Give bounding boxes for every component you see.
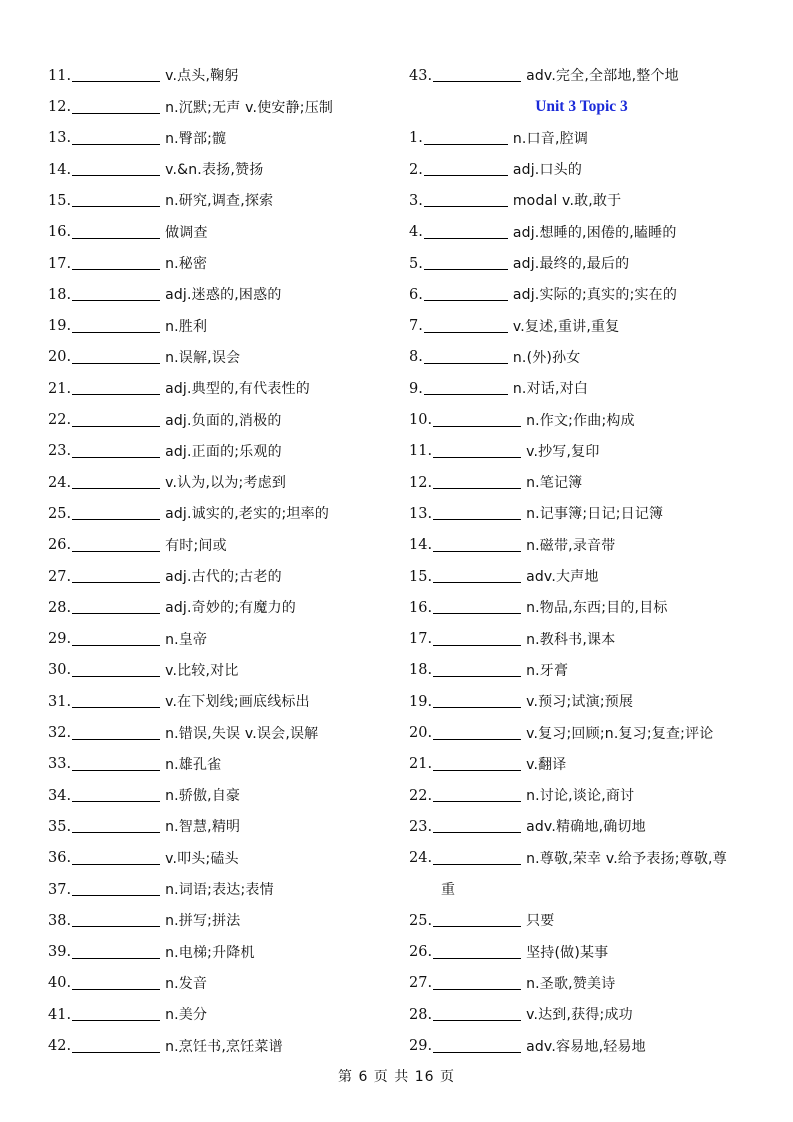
vocab-item [48, 899, 393, 930]
vocab-item [48, 962, 393, 993]
item-number: 23. [48, 443, 72, 460]
answer-blank[interactable] [72, 268, 160, 270]
item-number: 27. [409, 975, 433, 992]
answer-blank[interactable] [72, 1019, 160, 1021]
item-definition: v.叩头;磕头 [165, 850, 239, 867]
item-number: 24. [48, 474, 72, 491]
vocab-item [48, 930, 393, 961]
item-number: 14. [409, 537, 433, 554]
vocab-item [409, 523, 754, 554]
answer-blank[interactable] [433, 1051, 521, 1053]
item-number: 4. [409, 224, 423, 241]
item-definition: v.在下划线;画底线标出 [165, 694, 310, 711]
item-number: 25. [409, 912, 433, 929]
item-definition: adj.想睡的,困倦的,瞌睡的 [512, 224, 677, 241]
answer-blank[interactable] [72, 299, 160, 301]
item-number: 41. [48, 1006, 72, 1023]
item-definition: n.拼写;拼法 [165, 913, 241, 930]
item-definition: v.复习;回顾;n.复习;复查;评论 [526, 725, 714, 742]
answer-blank[interactable] [433, 831, 521, 833]
item-definition: v.比较,对比 [165, 662, 239, 679]
item-number: 2. [409, 161, 423, 178]
answer-blank[interactable] [433, 550, 521, 552]
answer-blank[interactable] [72, 581, 160, 583]
vocab-item [409, 54, 754, 85]
answer-blank[interactable] [433, 988, 521, 990]
answer-blank[interactable] [72, 80, 160, 82]
item-number: 14. [48, 161, 72, 178]
answer-blank[interactable] [72, 174, 160, 176]
item-number: 38. [48, 912, 72, 929]
vocab-item [409, 617, 754, 648]
vocab-item [48, 586, 393, 617]
item-definition: 有时;间或 [165, 537, 227, 554]
answer-blank[interactable] [433, 644, 521, 646]
item-number: 13. [409, 505, 433, 522]
answer-blank[interactable] [72, 487, 160, 489]
item-definition: n.作文;作曲;构成 [526, 412, 635, 429]
answer-blank[interactable] [72, 831, 160, 833]
answer-blank[interactable] [433, 581, 521, 583]
answer-blank[interactable] [424, 237, 508, 239]
item-definition: 坚持(做)某事 [526, 944, 609, 961]
vocab-item [48, 242, 393, 273]
vocab-item [409, 210, 754, 241]
vocab-item [409, 242, 754, 273]
item-number: 22. [409, 787, 433, 804]
vocab-item [409, 836, 754, 867]
vocab-item [48, 617, 393, 648]
item-number: 12. [409, 474, 433, 491]
vocab-item [409, 304, 754, 335]
answer-blank[interactable] [433, 612, 521, 614]
vocab-item [48, 492, 393, 523]
vocab-item [48, 117, 393, 148]
answer-blank[interactable] [424, 299, 508, 301]
answer-blank[interactable] [72, 800, 160, 802]
item-number: 17. [48, 255, 72, 272]
item-definition: adj.实际的;真实的;实在的 [512, 287, 678, 304]
answer-blank[interactable] [72, 706, 160, 708]
item-definition: n.智慧,精明 [165, 819, 241, 836]
vocab-item [409, 586, 754, 617]
vocab-item [48, 523, 393, 554]
vocab-item [409, 461, 754, 492]
vocab-item [409, 930, 754, 961]
item-number: 11. [48, 67, 72, 84]
vocab-item [409, 555, 754, 586]
right-column [409, 54, 754, 1056]
item-definition: adv.容易地,轻易地 [526, 1038, 646, 1055]
vocab-item [409, 774, 754, 805]
answer-blank[interactable] [433, 769, 521, 771]
answer-blank[interactable] [433, 1019, 521, 1021]
vocab-item [48, 179, 393, 210]
answer-blank[interactable] [72, 612, 160, 614]
answer-blank[interactable] [433, 456, 521, 458]
answer-blank[interactable] [433, 675, 521, 677]
item-number: 13. [48, 130, 72, 147]
vocab-item [409, 430, 754, 461]
item-definition: n.磁带,录音带 [526, 537, 616, 554]
item-definition: adj.古代的;古老的 [165, 569, 282, 586]
item-definition: adj.最终的,最后的 [512, 256, 630, 273]
item-definition: n.烹饪书,烹饪菜谱 [165, 1038, 283, 1055]
item-number: 20. [409, 725, 433, 742]
item-number: 43. [409, 67, 433, 84]
vocab-item [48, 461, 393, 492]
item-definition: adj.负面的,消极的 [165, 412, 282, 429]
item-number: 26. [409, 944, 433, 961]
item-definition: n.研究,调查,探索 [165, 193, 274, 210]
vocab-item [48, 54, 393, 85]
vocab-item [48, 774, 393, 805]
vocab-item [48, 273, 393, 304]
item-definition: adv.大声地 [526, 569, 599, 586]
answer-blank[interactable] [72, 769, 160, 771]
item-number: 24. [409, 850, 433, 867]
vocab-item [48, 367, 393, 398]
item-number: 23. [409, 818, 433, 835]
answer-blank[interactable] [433, 800, 521, 802]
item-number: 19. [48, 318, 72, 335]
item-number: 18. [48, 286, 72, 303]
item-definition: n.沉默;无声 v.使安静;压制 [165, 99, 334, 116]
item-number: 8. [409, 349, 423, 366]
item-number: 16. [48, 224, 72, 241]
item-definition: n.牙膏 [526, 662, 569, 679]
vocab-item [409, 649, 754, 680]
item-definition: v.预习;试演;预展 [526, 694, 634, 711]
vocab-item [48, 649, 393, 680]
item-number: 16. [409, 599, 433, 616]
vocab-item [48, 805, 393, 836]
item-number: 37. [48, 881, 72, 898]
item-number: 19. [409, 693, 433, 710]
item-definition: adj.诚实的,老实的;坦率的 [165, 506, 330, 523]
item-definition: n.讨论,谈论,商讨 [526, 788, 635, 805]
item-number: 33. [48, 756, 72, 773]
item-definition: n.秘密 [165, 256, 208, 273]
answer-blank[interactable] [72, 205, 160, 207]
item-definition: n.尊敬,荣幸 v.给予表扬;尊敬,尊 [526, 850, 727, 867]
item-definition: n.(外)孙女 [512, 349, 581, 366]
item-definition: n.美分 [165, 1007, 208, 1024]
answer-blank[interactable] [72, 675, 160, 677]
answer-blank[interactable] [433, 80, 521, 82]
answer-blank[interactable] [72, 112, 160, 114]
answer-blank[interactable] [433, 487, 521, 489]
vocab-item [409, 117, 754, 148]
item-number: 17. [409, 631, 433, 648]
item-definition: modal v.敢,敢于 [512, 193, 622, 210]
vocab-item [409, 367, 754, 398]
vocab-item [48, 711, 393, 742]
answer-blank[interactable] [424, 331, 508, 333]
answer-blank[interactable] [72, 957, 160, 959]
item-definition: v.复述,重讲,重复 [512, 318, 620, 335]
item-definition: adj.口头的 [512, 162, 583, 179]
answer-blank[interactable] [424, 205, 508, 207]
item-number: 22. [48, 412, 72, 429]
vocab-item [409, 398, 754, 429]
item-definition: adj.迷惑的,困惑的 [165, 287, 282, 304]
item-number: 35. [48, 818, 72, 835]
answer-blank[interactable] [72, 393, 160, 395]
item-number: 32. [48, 725, 72, 742]
answer-blank[interactable] [424, 143, 508, 145]
item-number: 29. [48, 631, 72, 648]
vocab-item [409, 336, 754, 367]
vocab-item [48, 993, 393, 1024]
vocab-item [409, 711, 754, 742]
item-definition: n.口音,腔调 [512, 130, 589, 147]
item-definition: v.认为,以为;考虑到 [165, 475, 287, 492]
item-number: 21. [409, 756, 433, 773]
item-definition: n.教科书,课本 [526, 631, 616, 648]
item-number: 7. [409, 318, 423, 335]
vocab-item [409, 1024, 754, 1055]
item-definition: n.错误,失误 v.误会,误解 [165, 725, 319, 742]
vocab-item [48, 555, 393, 586]
item-number: 28. [409, 1006, 433, 1023]
item-definition: n.电梯;升降机 [165, 944, 255, 961]
item-number: 30. [48, 662, 72, 679]
item-number: 11. [409, 443, 433, 460]
left-column [48, 54, 393, 1056]
item-number: 9. [409, 380, 423, 397]
wrapped-definition-line [409, 868, 754, 899]
item-definition: adv.精确地,确切地 [526, 819, 646, 836]
item-number: 10. [409, 412, 433, 429]
item-definition: v.翻译 [526, 756, 567, 773]
vocab-item [48, 85, 393, 116]
vocab-item [409, 962, 754, 993]
item-definition: n.雄孔雀 [165, 756, 222, 773]
answer-blank[interactable] [72, 894, 160, 896]
answer-blank[interactable] [72, 143, 160, 145]
answer-blank[interactable] [72, 518, 160, 520]
item-definition: v.点头,鞠躬 [165, 68, 239, 85]
item-number: 28. [48, 599, 72, 616]
item-definition: adv.完全,全部地,整个地 [526, 68, 679, 85]
item-number: 1. [409, 130, 423, 147]
item-definition: n.臀部;髋 [165, 130, 227, 147]
vocab-item [48, 1024, 393, 1055]
item-definition: v.抄写,复印 [526, 443, 600, 460]
answer-blank[interactable] [72, 1051, 160, 1053]
answer-blank[interactable] [72, 362, 160, 364]
item-number: 31. [48, 693, 72, 710]
item-definition: n.词语;表达;表情 [165, 882, 274, 899]
item-number: 39. [48, 944, 72, 961]
vocab-item [409, 148, 754, 179]
item-number: 27. [48, 568, 72, 585]
item-definition: adj.典型的,有代表性的 [165, 381, 310, 398]
item-number: 25. [48, 505, 72, 522]
vocab-item [48, 868, 393, 899]
vocab-item [409, 993, 754, 1024]
answer-blank[interactable] [72, 925, 160, 927]
item-definition: n.皇帝 [165, 631, 208, 648]
item-number: 40. [48, 975, 72, 992]
item-number: 21. [48, 380, 72, 397]
vocab-item [409, 743, 754, 774]
item-number: 34. [48, 787, 72, 804]
answer-blank[interactable] [424, 362, 508, 364]
page-footer: 第 6 页 共 16 页 [338, 1069, 455, 1085]
vocab-item [409, 680, 754, 711]
item-definition: n.对话,对白 [512, 381, 589, 398]
vocab-item [48, 836, 393, 867]
item-number: 29. [409, 1038, 433, 1054]
item-number: 15. [48, 192, 72, 209]
item-definition: v.&n.表扬,赞扬 [165, 162, 264, 179]
answer-blank[interactable] [72, 550, 160, 552]
answer-blank[interactable] [424, 174, 508, 176]
vocab-item [48, 210, 393, 241]
answer-blank[interactable] [72, 988, 160, 990]
answer-blank[interactable] [72, 863, 160, 865]
answer-blank[interactable] [424, 268, 508, 270]
section-heading-row [409, 85, 754, 116]
item-definition: n.记事簿;日记;日记簿 [526, 506, 664, 523]
answer-blank[interactable] [72, 331, 160, 333]
item-definition: n.发音 [165, 975, 208, 992]
answer-blank[interactable] [424, 393, 508, 395]
item-definition: n.圣歌,赞美诗 [526, 975, 616, 992]
answer-blank[interactable] [72, 456, 160, 458]
vocab-item [48, 680, 393, 711]
vocab-item [409, 273, 754, 304]
item-number: 18. [409, 662, 433, 679]
item-definition: n.物品,东西;目的,目标 [526, 600, 668, 617]
item-definition: 只要 [526, 913, 555, 930]
vocab-item [48, 430, 393, 461]
item-definition: n.骄傲,自豪 [165, 788, 241, 805]
answer-blank[interactable] [433, 518, 521, 520]
answer-blank[interactable] [72, 425, 160, 427]
item-number: 12. [48, 99, 72, 116]
vocab-item [48, 304, 393, 335]
item-definition: n.笔记簿 [526, 475, 583, 492]
item-definition: v.达到,获得;成功 [526, 1007, 633, 1024]
answer-blank[interactable] [72, 644, 160, 646]
item-definition: adj.奇妙的;有魔力的 [165, 600, 296, 617]
item-number: 15. [409, 568, 433, 585]
vocab-item [409, 179, 754, 210]
vocab-item [48, 398, 393, 429]
wrapped-definition-text: 重 [441, 882, 456, 899]
answer-blank[interactable] [433, 957, 521, 959]
item-number: 3. [409, 192, 423, 209]
item-number: 26. [48, 537, 72, 554]
vocab-item [48, 148, 393, 179]
item-number: 5. [409, 255, 423, 272]
vocab-item [48, 743, 393, 774]
vocab-item [409, 805, 754, 836]
item-definition: 做调查 [165, 224, 208, 241]
item-number: 20. [48, 349, 72, 366]
answer-blank[interactable] [72, 237, 160, 239]
item-definition: n.胜利 [165, 318, 208, 335]
vocab-item [48, 336, 393, 367]
section-heading: Unit 3 Topic 3 [535, 98, 628, 116]
item-number: 42. [48, 1038, 72, 1054]
item-definition: n.误解,误会 [165, 349, 241, 366]
answer-blank[interactable] [433, 706, 521, 708]
vocab-item [409, 492, 754, 523]
vocab-item [409, 899, 754, 930]
answer-blank[interactable] [433, 925, 521, 927]
answer-blank[interactable] [433, 863, 521, 865]
answer-blank[interactable] [433, 425, 521, 427]
item-definition: adj.正面的;乐观的 [165, 443, 282, 460]
answer-blank[interactable] [72, 738, 160, 740]
item-number: 36. [48, 850, 72, 867]
answer-blank[interactable] [433, 738, 521, 740]
item-number: 6. [409, 286, 423, 303]
